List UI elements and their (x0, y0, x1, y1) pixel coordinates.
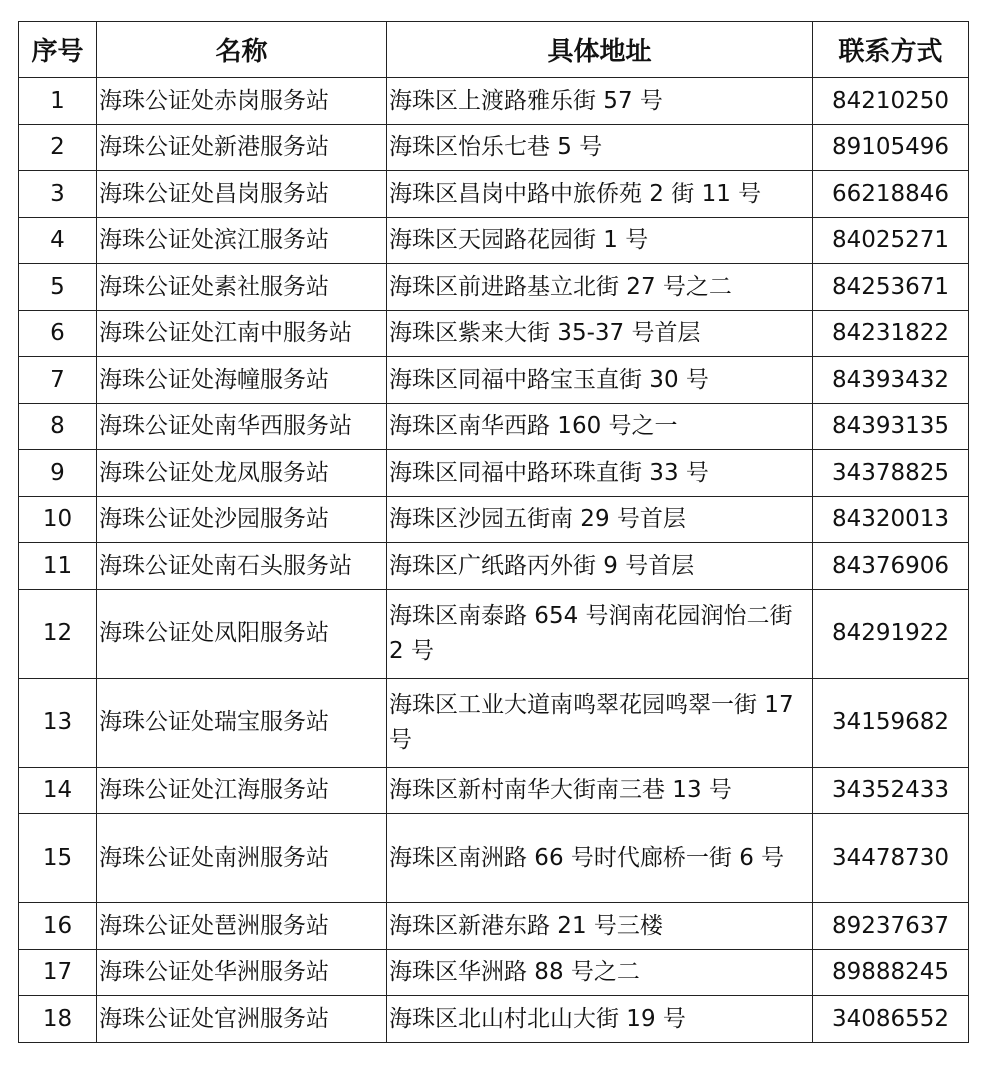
station-address: 海珠区怡乐七巷 5 号 (387, 124, 813, 171)
header-address: 具体地址 (387, 22, 813, 78)
station-phone: 84210250 (813, 78, 969, 125)
station-name: 海珠公证处素社服务站 (97, 264, 387, 311)
station-address: 海珠区上渡路雅乐街 57 号 (387, 78, 813, 125)
station-address: 海珠区昌岗中路中旅侨苑 2 街 11 号 (387, 171, 813, 218)
station-name: 海珠公证处江海服务站 (97, 767, 387, 814)
table-row (19, 78, 969, 125)
table-row (19, 589, 969, 678)
station-name: 海珠公证处凤阳服务站 (97, 589, 387, 678)
station-address: 海珠区同福中路环珠直街 33 号 (387, 450, 813, 497)
station-address: 海珠区新村南华大街南三巷 13 号 (387, 767, 813, 814)
row-index: 11 (19, 543, 97, 590)
station-phone: 66218846 (813, 171, 969, 218)
station-address: 海珠区工业大道南鸣翠花园鸣翠一街 17 号 (387, 678, 813, 767)
row-index: 3 (19, 171, 97, 218)
station-address: 海珠区广纸路丙外街 9 号首层 (387, 543, 813, 590)
station-name: 海珠公证处滨江服务站 (97, 217, 387, 264)
row-index: 15 (19, 814, 97, 903)
station-phone: 34086552 (813, 996, 969, 1043)
station-phone: 34478730 (813, 814, 969, 903)
table-row (19, 403, 969, 450)
station-address: 海珠区南洲路 66 号时代廊桥一街 6 号 (387, 814, 813, 903)
row-index: 6 (19, 310, 97, 357)
station-name: 海珠公证处南华西服务站 (97, 403, 387, 450)
row-index: 5 (19, 264, 97, 311)
table-row (19, 496, 969, 543)
station-name: 海珠公证处琶洲服务站 (97, 903, 387, 950)
header-row (19, 22, 969, 78)
station-name: 海珠公证处新港服务站 (97, 124, 387, 171)
table-row (19, 543, 969, 590)
station-address: 海珠区紫来大街 35-37 号首层 (387, 310, 813, 357)
station-address: 海珠区前进路基立北街 27 号之二 (387, 264, 813, 311)
row-index: 16 (19, 903, 97, 950)
station-phone: 89888245 (813, 949, 969, 996)
service-station-table (18, 21, 969, 1043)
row-index: 7 (19, 357, 97, 404)
table-row (19, 124, 969, 171)
row-index: 10 (19, 496, 97, 543)
station-name: 海珠公证处华洲服务站 (97, 949, 387, 996)
station-phone: 84231822 (813, 310, 969, 357)
station-phone: 84393432 (813, 357, 969, 404)
station-address: 海珠区同福中路宝玉直街 30 号 (387, 357, 813, 404)
station-phone: 89237637 (813, 903, 969, 950)
station-address: 海珠区南华西路 160 号之一 (387, 403, 813, 450)
table-row (19, 310, 969, 357)
station-name: 海珠公证处龙凤服务站 (97, 450, 387, 497)
station-phone: 34159682 (813, 678, 969, 767)
station-phone: 84376906 (813, 543, 969, 590)
station-phone: 34352433 (813, 767, 969, 814)
station-phone: 84253671 (813, 264, 969, 311)
station-name: 海珠公证处赤岗服务站 (97, 78, 387, 125)
station-address: 海珠区沙园五街南 29 号首层 (387, 496, 813, 543)
table-row (19, 996, 969, 1043)
station-address: 海珠区天园路花园街 1 号 (387, 217, 813, 264)
station-phone: 84320013 (813, 496, 969, 543)
station-name: 海珠公证处官洲服务站 (97, 996, 387, 1043)
station-address: 海珠区新港东路 21 号三楼 (387, 903, 813, 950)
station-name: 海珠公证处江南中服务站 (97, 310, 387, 357)
station-name: 海珠公证处沙园服务站 (97, 496, 387, 543)
station-phone: 89105496 (813, 124, 969, 171)
table-row (19, 264, 969, 311)
station-address: 海珠区华洲路 88 号之二 (387, 949, 813, 996)
table-row (19, 949, 969, 996)
row-index: 17 (19, 949, 97, 996)
station-name: 海珠公证处瑞宝服务站 (97, 678, 387, 767)
station-phone: 84291922 (813, 589, 969, 678)
table-row (19, 217, 969, 264)
row-index: 18 (19, 996, 97, 1043)
station-phone: 34378825 (813, 450, 969, 497)
row-index: 9 (19, 450, 97, 497)
table-row (19, 678, 969, 767)
row-index: 1 (19, 78, 97, 125)
table-row (19, 171, 969, 218)
station-name: 海珠公证处南石头服务站 (97, 543, 387, 590)
row-index: 4 (19, 217, 97, 264)
row-index: 14 (19, 767, 97, 814)
table-row (19, 903, 969, 950)
row-index: 2 (19, 124, 97, 171)
station-address: 海珠区北山村北山大街 19 号 (387, 996, 813, 1043)
station-name: 海珠公证处昌岗服务站 (97, 171, 387, 218)
row-index: 8 (19, 403, 97, 450)
station-phone: 84025271 (813, 217, 969, 264)
station-address: 海珠区南泰路 654 号润南花园润怡二街 2 号 (387, 589, 813, 678)
header-index: 序号 (19, 22, 97, 78)
station-name: 海珠公证处海幢服务站 (97, 357, 387, 404)
station-phone: 84393135 (813, 403, 969, 450)
table-row (19, 814, 969, 903)
table-row (19, 357, 969, 404)
table-row (19, 767, 969, 814)
header-name: 名称 (97, 22, 387, 78)
header-contact: 联系方式 (813, 22, 969, 78)
table-row (19, 450, 969, 497)
row-index: 13 (19, 678, 97, 767)
row-index: 12 (19, 589, 97, 678)
station-name: 海珠公证处南洲服务站 (97, 814, 387, 903)
